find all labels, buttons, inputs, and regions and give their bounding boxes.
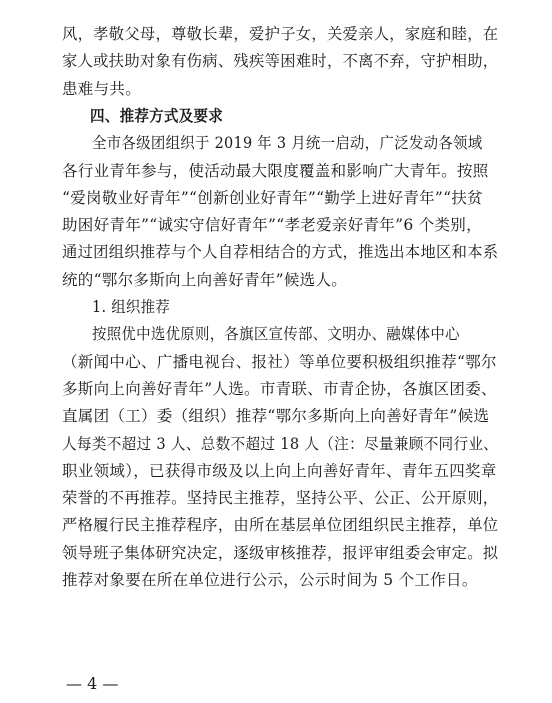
paragraph-line: 统的“鄂尔多斯向上向善好青年”候选人。 <box>62 270 348 289</box>
paragraph-line: 患难与共。 <box>62 79 142 98</box>
paragraph-line: 职业领域），已获得市级及以上向上向善好青年、青年五四奖章 <box>62 461 497 480</box>
paragraph-line: 人每类不超过 3 人、总数不超过 18 人（注：尽量兼顾不同行业、 <box>62 434 499 453</box>
paragraph-line: 推荐对象要在所在单位进行公示，公示时间为 5 个工作日。 <box>62 571 478 589</box>
paragraph-line: 各行业青年参与，使活动最大限度覆盖和影响广大青年。按照 <box>62 161 489 180</box>
paragraph-line: 助困好青年”“诚实守信好青年”“孝老爱亲好青年”6 个类别， <box>62 216 482 235</box>
paragraph-line: 严格履行民主推荐程序，由所在基层单位团组织民主推荐，单位 <box>62 516 499 535</box>
paragraph-line: 直属团（工）委（组织）推荐“鄂尔多斯向上向善好青年”候选 <box>62 407 490 426</box>
paragraph-line: 多斯向上向善好青年”人选。市青联、市青企协，各旗区团委、 <box>62 379 497 398</box>
paragraph-line: 全市各级团组织于 2019 年 3 月统一启动，广泛发动各领域 <box>92 134 483 153</box>
paragraph-line: “爱岗敬业好青年”“创新创业好青年”“勤学上进好青年”“扶贫 <box>62 188 483 207</box>
paragraph-line: 家人或扶助对象有伤病、残疾等困难时，不离不弃，守护相助， <box>62 52 499 71</box>
paragraph-line: 通过团组织推荐与个人自荐相结合的方式，推选出本地区和本系 <box>62 243 499 262</box>
paragraph-line: 按照优中选优原则，各旗区宣传部、文明办、融媒体中心 <box>92 325 460 344</box>
paragraph-line: 风，孝敬父母，尊敬长辈，爱护子女，关爱亲人，家庭和睦，在 <box>62 25 499 43</box>
paragraph-line: 领导班子集体研究决定，逐级审核推荐，报评审组委会审定。拟 <box>62 543 499 562</box>
subsection-heading: 1. 组织推荐 <box>92 298 171 316</box>
page-number: — 4 — <box>66 674 119 693</box>
paragraph-line: 荣誉的不再推荐。坚持民主推荐，坚持公平、公正、公开原则， <box>62 489 499 508</box>
section-heading: 四、推荐方式及要求 <box>90 106 224 125</box>
paragraph-line: （新闻中心、广播电视台、报社）等单位要积极组织推荐“鄂尔 <box>62 352 497 371</box>
